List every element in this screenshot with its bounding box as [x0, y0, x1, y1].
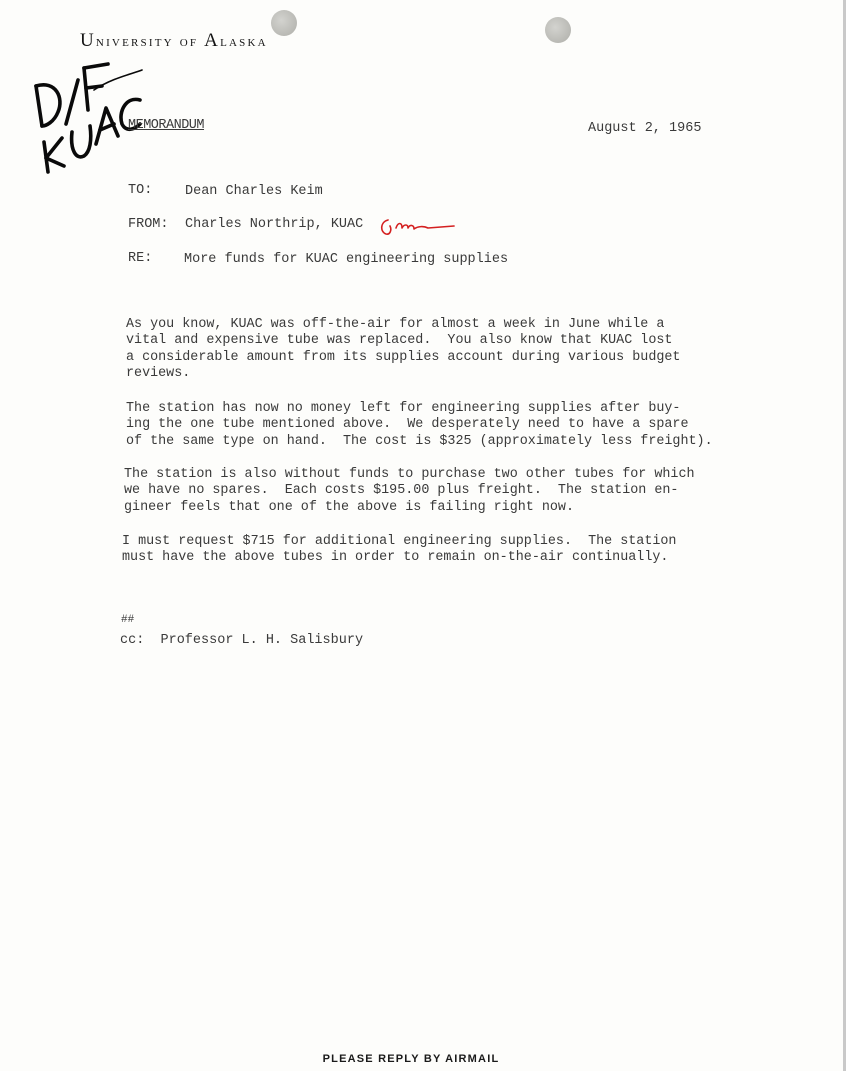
body-paragraph-2: The station has now no money left for engineering supplies after buy- ing the one tube mentioned above. We desperately need to have a spare of the same type on hand. The cost is $325 (approximately less freight).	[126, 401, 713, 449]
enclosure-mark: ##	[121, 614, 135, 626]
letterhead-text-2: laska	[220, 34, 268, 50]
letterhead-initial-a: A	[204, 30, 221, 51]
from-label: FROM:	[128, 217, 169, 232]
letterhead	[80, 30, 268, 52]
re-label: RE:	[128, 251, 153, 266]
body-paragraph-4: I must request $715 for additional engineering supplies. The station must have the above tubes in order to remain on-the-air continually.	[122, 534, 677, 566]
to-recipient: Dean Charles Keim	[185, 184, 323, 199]
from-sender: Charles Northrip, KUAC	[185, 217, 364, 232]
signature-initials	[378, 216, 458, 238]
memo-title: MEMORANDUM	[128, 118, 205, 133]
body-paragraph-3: The station is also without funds to purchase two other tubes for which we have no spares. Each costs $195.00 plus freight. The station en- gineer feels that one of the above is failing right now.	[124, 467, 695, 515]
to-label: TO:	[128, 183, 153, 198]
letterhead-text-1: niversity of	[95, 34, 205, 50]
letterhead-initial-u: U	[80, 30, 96, 51]
memo-date: August 2, 1965	[588, 121, 702, 136]
body-paragraph-1: As you know, KUAC was off-the-air for almost a week in June while a vital and expensive tube was replaced. You also know that KUAC lost a considerable amount from its supplies account during various budget reviews.	[126, 317, 681, 381]
re-subject: More funds for KUAC engineering supplies	[184, 252, 509, 267]
punch-hole-left	[271, 10, 297, 36]
footer-airmail-notice: PLEASE REPLY BY AIRMAIL	[322, 1053, 500, 1065]
punch-hole-right	[545, 17, 571, 43]
cc-line: cc: Professor L. H. Salisbury	[120, 633, 364, 648]
